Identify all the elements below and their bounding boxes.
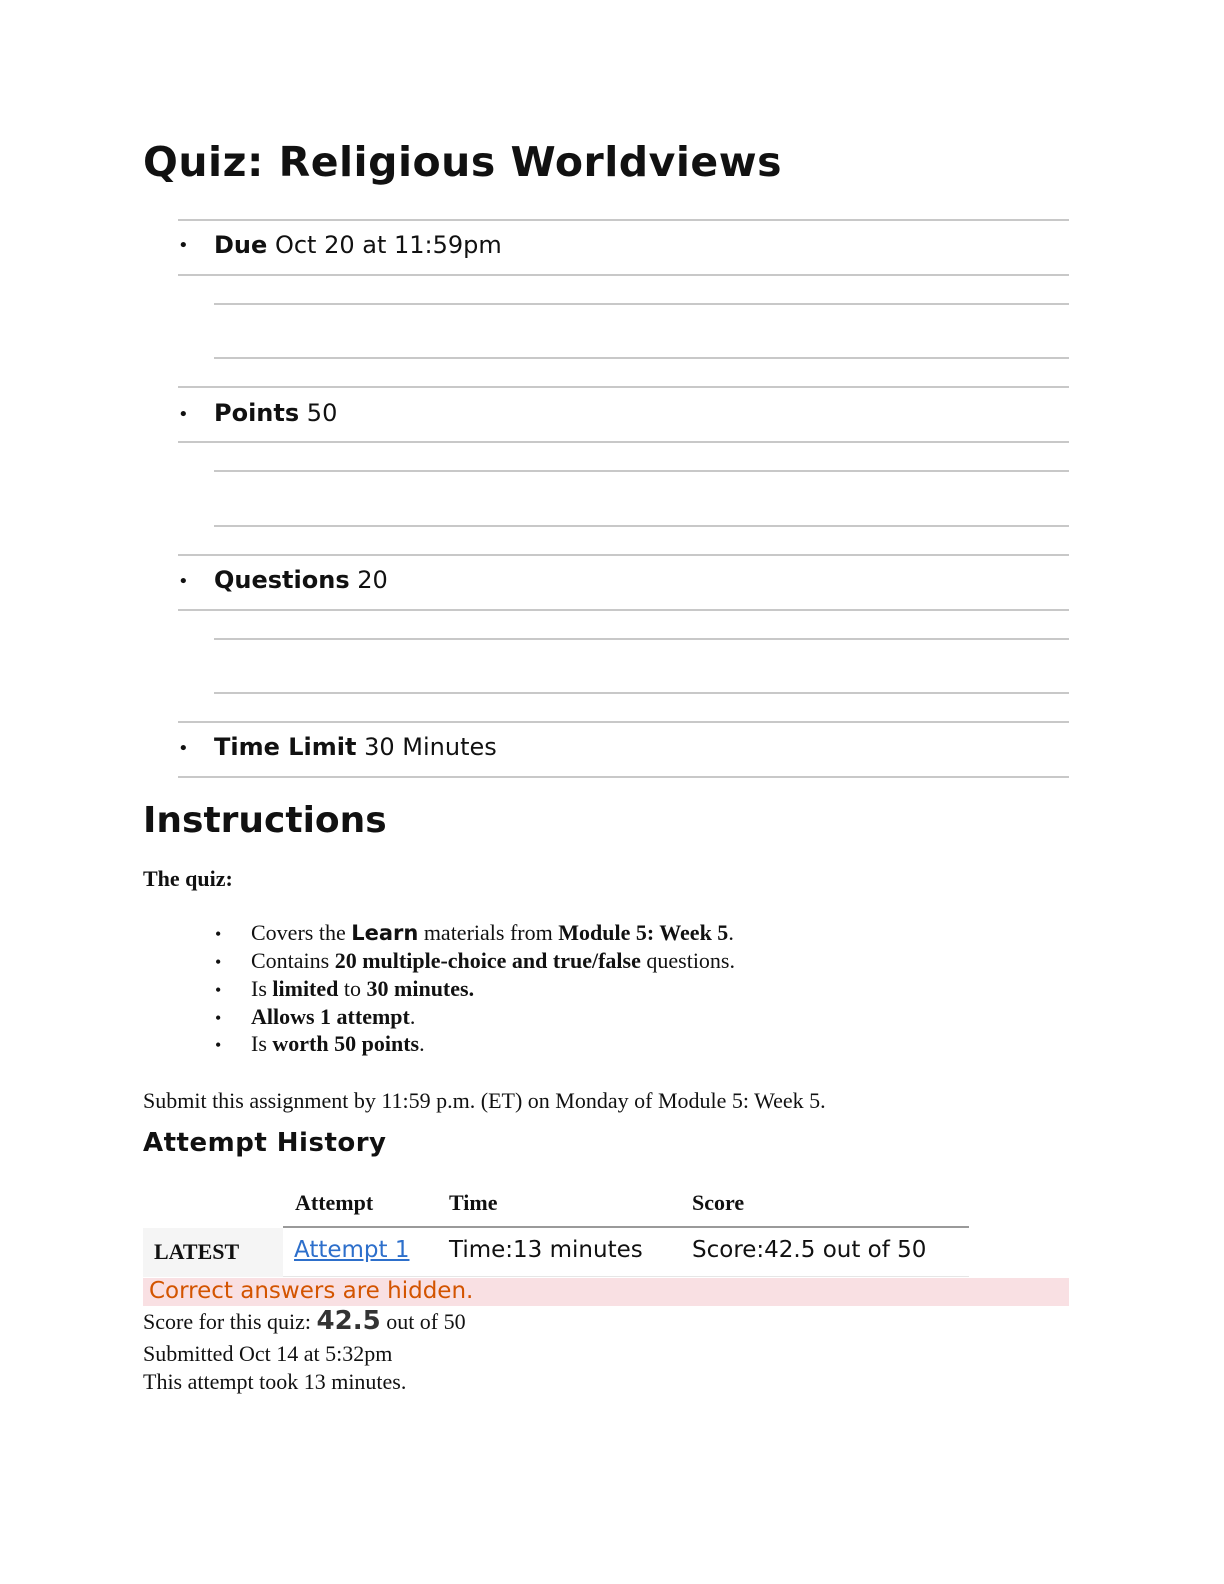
bullet: •: [215, 1035, 222, 1055]
attempt-score: Score:42.5 out of 50: [692, 1237, 927, 1263]
submit-note: Submit this assignment by 11:59 p.m. (ET) on Monday of Module 5: Week 5.: [143, 1088, 826, 1113]
meta-questions: [214, 566, 388, 594]
latest-tag: LATEST: [154, 1239, 240, 1264]
text: Is: [251, 1031, 273, 1056]
meta-questions-label: Questions: [214, 566, 350, 594]
divider: [178, 776, 1069, 778]
divider: [178, 609, 1069, 611]
instructions-intro: The quiz:: [143, 866, 233, 891]
score-line: [143, 1306, 466, 1336]
meta-questions-value: 20: [357, 566, 388, 594]
text-emphasis: Learn: [351, 921, 419, 945]
answers-hidden-notice: Correct answers are hidden.: [149, 1278, 474, 1304]
bullet: •: [178, 235, 189, 256]
text-bold: Module 5: Week 5: [558, 920, 729, 945]
text-bold: Allows 1 attempt: [251, 1004, 410, 1029]
divider: [178, 386, 1069, 388]
bullet: •: [178, 404, 189, 425]
bullet: •: [215, 952, 222, 972]
divider: [214, 525, 1069, 527]
instruction-item: [251, 1004, 415, 1030]
divider: [178, 219, 1069, 221]
submitted-time: Submitted Oct 14 at 5:32pm: [143, 1341, 393, 1366]
text-bold: worth 50 points: [272, 1031, 420, 1056]
column-header-attempt: Attempt: [295, 1190, 374, 1215]
text: .: [409, 1004, 416, 1029]
meta-points: [214, 399, 337, 427]
instructions-heading: Instructions: [143, 800, 387, 841]
divider: [214, 470, 1069, 472]
bullet: •: [178, 738, 189, 759]
bullet: •: [215, 1008, 222, 1028]
bullet: •: [215, 980, 222, 1000]
instruction-item: [251, 976, 474, 1002]
meta-points-value: 50: [306, 399, 338, 427]
text: materials from: [418, 920, 559, 945]
divider: [214, 357, 1069, 359]
attempt-time: Time:13 minutes: [449, 1237, 643, 1263]
meta-due-label: Due: [214, 231, 268, 259]
divider: [178, 554, 1069, 556]
attempt-duration: This attempt took 13 minutes.: [143, 1369, 407, 1394]
text: Covers the: [251, 920, 352, 945]
meta-time-limit-label: Time Limit: [214, 733, 357, 761]
bullet: •: [215, 924, 222, 944]
table-row-divider: [283, 1276, 969, 1277]
text: to: [338, 976, 367, 1001]
text: Contains: [251, 948, 335, 973]
text: .: [419, 1031, 425, 1056]
column-header-time: Time: [449, 1190, 498, 1215]
text-bold: limited: [272, 976, 339, 1001]
text: questions.: [640, 948, 735, 973]
text-bold: 20 multiple-choice and true/false: [334, 948, 641, 973]
meta-time-limit: [214, 733, 497, 761]
meta-points-label: Points: [214, 399, 300, 427]
score-suffix: out of 50: [380, 1309, 466, 1334]
divider: [214, 638, 1069, 640]
score-prefix: Score for this quiz:: [143, 1309, 317, 1334]
column-header-score: Score: [692, 1190, 745, 1215]
page-title: Quiz: Religious Worldviews: [143, 138, 782, 186]
bullet: •: [178, 571, 189, 592]
divider: [214, 303, 1069, 305]
meta-due: [214, 231, 502, 259]
instruction-item: [251, 948, 735, 974]
meta-time-limit-value: 30 Minutes: [364, 733, 497, 761]
text-bold: 30 minutes.: [366, 976, 475, 1001]
score-value: 42.5: [316, 1306, 381, 1336]
divider: [214, 692, 1069, 694]
divider: [178, 441, 1069, 443]
instruction-item: [251, 1031, 425, 1057]
text: Is: [251, 976, 273, 1001]
instruction-item: [251, 920, 734, 946]
meta-due-value: Oct 20 at 11:59pm: [274, 231, 502, 259]
text: .: [728, 920, 734, 945]
divider: [178, 721, 1069, 723]
divider: [178, 274, 1069, 276]
attempt-history-heading: Attempt History: [143, 1128, 387, 1158]
table-header-divider: [283, 1226, 969, 1228]
attempt-link[interactable]: Attempt 1: [294, 1237, 410, 1263]
